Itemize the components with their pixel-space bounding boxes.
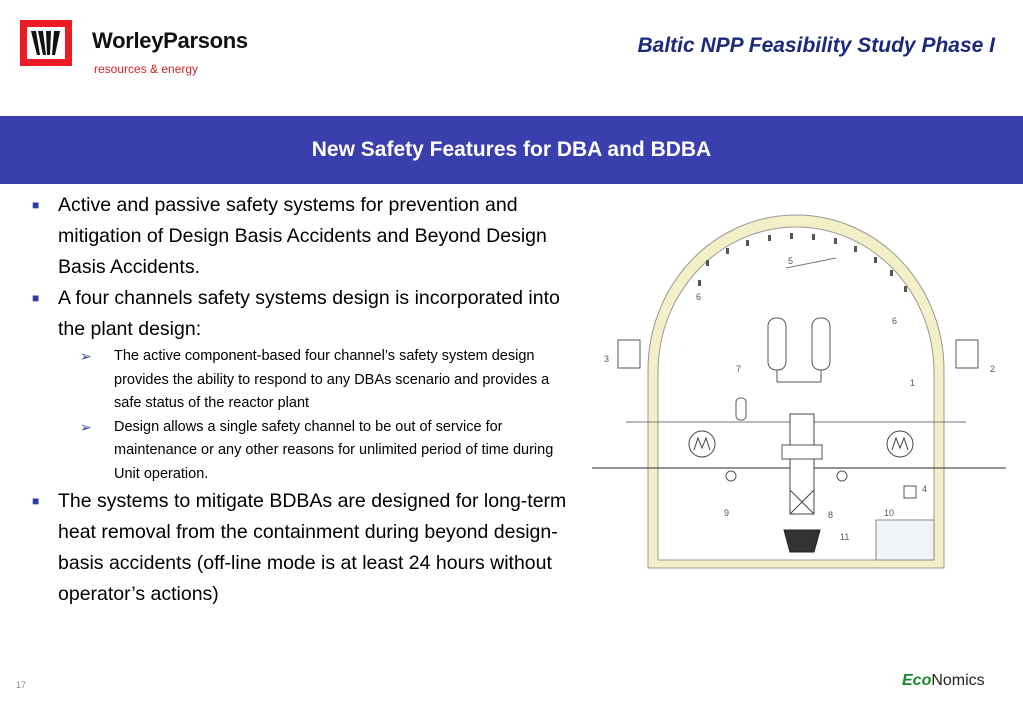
slide-content [30,190,575,610]
square-bullet-icon: ■ [32,291,40,305]
sub-bullet-text: Design allows a single safety channel to be out of service for maintenance or any other reasons for unlimited period of time during Unit operation. [114,418,554,482]
diagram-label: 7 [736,364,742,374]
bullet-item [30,190,575,283]
diagram-label: 8 [828,510,834,520]
square-bullet-icon: ■ [32,494,40,508]
bullet-item [30,486,575,610]
worleyparsons-logo [20,20,72,66]
diagram-label: 10 [884,508,895,518]
sub-bullet-item [30,345,575,416]
diagram-label: 6 [892,316,898,326]
diagram-label: 2 [990,364,996,374]
diagram-label: 1 [910,378,916,388]
bullet-item [30,283,575,345]
diagram-label: 5 [788,256,794,266]
arrow-bullet-icon: ➢ [80,348,92,364]
containment-diagram [586,200,1006,580]
diagram-label: 3 [604,354,610,364]
page-number: 17 [16,680,27,690]
economics-logo: EcoNomics [902,672,985,689]
diagram-label: 6 [696,292,702,302]
brand-name: WorleyParsons [92,28,248,53]
square-bullet-icon: ■ [32,198,40,212]
project-title: Baltic NPP Feasibility Study Phase I [637,34,995,57]
diagram-label: 11 [840,532,850,542]
sub-bullet-text: The active component-based four channel’s safety system design provides the ability to respond to any DBAs scenario and provides a safe status of the reactor plant [114,348,550,411]
brand-tagline: resources & energy [94,62,199,76]
slide-title: New Safety Features for DBA and BDBA [311,138,712,161]
sub-bullet-item [30,416,575,487]
diagram-label: 9 [724,508,730,518]
arrow-bullet-icon: ➢ [80,418,92,435]
diagram-label: 4 [922,484,928,494]
logo-mark-icon [27,27,65,59]
bullet-text: A four channels safety systems design is incorporated into the plant design: [58,287,560,340]
bullet-text: Active and passive safety systems for prevention and mitigation of Design Basis Accidents and Beyond Design Basis Accidents. [58,194,547,278]
bullet-text: The systems to mitigate BDBAs are designed for long-term heat removal from the containment during beyond design-basis accidents (off-line mode is at least 24 hours without operator’s actions) [58,490,567,605]
